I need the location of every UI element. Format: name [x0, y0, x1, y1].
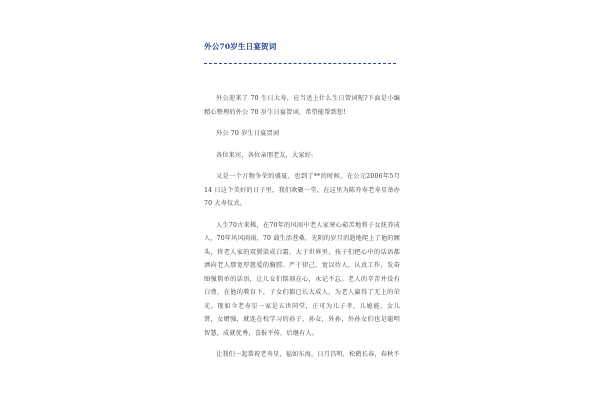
document-title: 外公70岁生日宴贺词	[204, 42, 277, 51]
document-body	[204, 92, 400, 370]
title-divider	[204, 63, 396, 64]
tribute-paragraph: 人生70古来稀，在70年的风雨中老人家寒心茹苦地将子女抚养成人，70年风风雨雨，70 载生活苍桑，光阴的岁月消逝地爬上了他的额头，将老人家的双鬓染成白霜。大于世界里，孩子们把心中的话语都洒向老人那宽厚慈爱的胸膛。严于律己，宽以待人，认真工作，发奋图强简单的话语，让儿女们铭刻在心，永记不忘。老人的辛苦并没有白费，在他的教育下，子女们都已长大成人，为老人赢得了无上的荣光。现如今老寿星一家是五世同堂，正可为儿子孝，儿媳能，女儿贤，女婿强，就连在校学习的孙子，孙女，外孙，外孙女们也是聪明智慧，成就优秀，喜报平传，后继有人。	[204, 221, 400, 337]
greeting-paragraph: 各位来宾，各位亲朋老友，大家好:	[216, 151, 314, 159]
subtitle-paragraph: 外公 70 岁生日宴贺词	[216, 130, 280, 137]
occasion-paragraph: 又是一个万物争荣的盛夏，也到了**的时候，在公元2006年5月14 日这个美好的日子里，我们欢聚一堂，在这里为陈乔寿老寿星举办70 大寿仪式。	[204, 173, 400, 207]
intro-paragraph: 外公迎来了 70 生日大寿，应当送上什么生日贺词呢?下面是小编精心整理的外公 70 岁生日宴贺词，希望能帮到您!	[204, 95, 400, 116]
toast-paragraph: 让我们一起恭祝老寿星，福如东海，日月昌明，松鹤长春，春秋不	[216, 351, 400, 358]
